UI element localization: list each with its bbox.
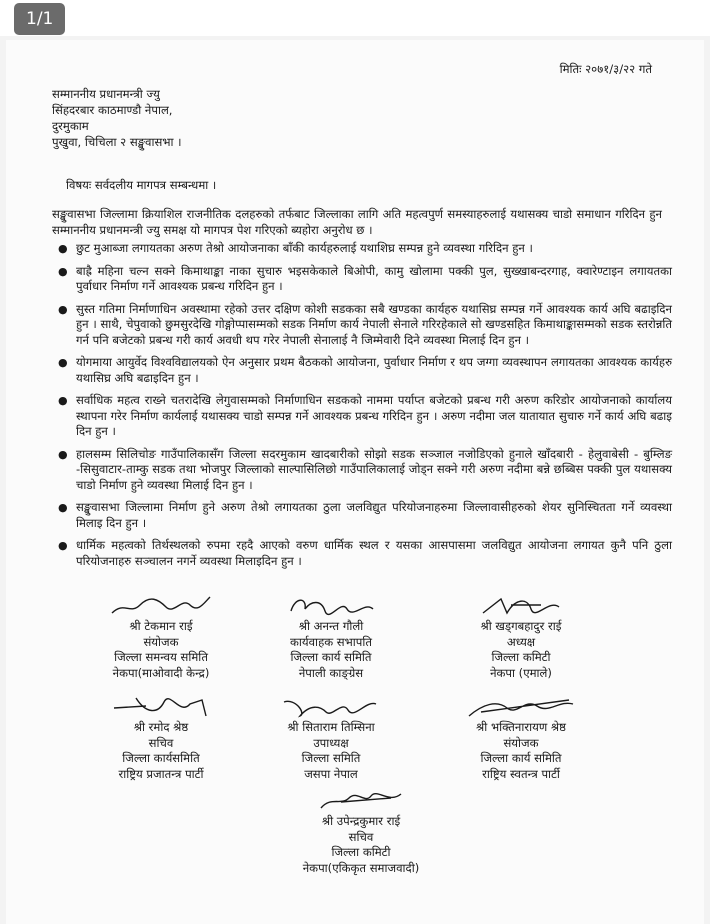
- signatory-name: श्री खड्गबहादुर राई: [480, 619, 562, 633]
- signatory-name: श्री भक्तिनारायण श्रेष्ठ: [476, 720, 566, 734]
- demand-text: छुट मुआब्जा लगायतका अरुण तेश्रो आयोजनाका बाँकी कार्यहरुलाई यथाशिघ्र सम्पन्न हुने व्यवस्था गरिदिन हुन ।: [76, 241, 533, 255]
- signatory-name: श्री सिताराम तिम्सिना: [287, 720, 375, 734]
- signatory-committee: जिल्ला कार्य समिति: [290, 650, 372, 664]
- demand-text: बाह्रै महिना चल्न सक्ने किमाथाङ्का नाका सुचारु भइसकेकाले बिओपी, कामु खोलामा पक्की पुल, सुख्खाबन्दरगाह, क्वारेण्टाइन लगायतका पुर्वाधार निर्माण गर्ने आवश्यक प्रबन्ध गरिदिन हुन ।: [76, 263, 672, 293]
- signatory-post: कार्यवाहक सभापति: [289, 634, 372, 649]
- bullet-icon: ●: [58, 447, 68, 461]
- demand-text: सङ्खुवासभा जिल्लामा निर्माण हुने अरुण तेश्रो लगायतका ठुला जलविद्युत परियोजनाहरुमा जिल्लावासीहरुको शेयर सुनिस्चितता गर्ने व्यवस्था मिलाइ दिन हुन ।: [76, 500, 672, 530]
- signatory-committee: जिल्ला कमिटी: [491, 650, 551, 664]
- signatory-name: श्री टेकमान राई: [129, 619, 193, 633]
- demand-item: [52, 264, 672, 295]
- signatory-block: [246, 694, 416, 782]
- letter-page: [6, 40, 704, 924]
- signatory-block: [436, 593, 606, 681]
- demand-item: [52, 447, 672, 494]
- bullet-icon: ●: [58, 394, 68, 407]
- signatory-name: श्री अनन्त गौली: [298, 619, 364, 633]
- address-line: सम्माननीय प्रधानमन्त्री ज्यु: [52, 87, 160, 101]
- demand-item: [52, 538, 672, 569]
- signatory-block: [436, 694, 606, 782]
- signatory-block: [246, 593, 416, 681]
- bullet-icon: ●: [58, 264, 68, 278]
- demand-text: सर्वाधिक महत्व राख्ने चतरादेखि लेगुवासम्मको निर्माणाधिन सडकको नाममा पर्याप्त बजेटको प्रबन्ध गरी अरुण करिडोर आयोजनाको कार्यालय स्थापना गरेर निर्माण कार्यलाई यथासक्य चाडो सम्पन्न गर्ने आवश्यक प्रबन्ध गरिदिन हुन । अरुण नदीमा जल यातायात सुचारु गर्ने कार्य अघि बढाइ दिन हुन ।: [76, 393, 672, 438]
- signatory-party: नेकपा (एमाले): [490, 665, 552, 680]
- address-line: दुरमुकाम: [52, 119, 89, 133]
- bullet-icon: ●: [58, 356, 68, 369]
- demand-item: [52, 355, 672, 386]
- signatory-committee: जिल्ला समन्वय समिति: [114, 650, 208, 664]
- demand-item: [52, 393, 672, 440]
- viewer-toolbar: [0, 0, 710, 36]
- recipient-address: [52, 86, 412, 150]
- letter-date: मितिः २०७१/३/२२ गते: [559, 62, 652, 76]
- signatory-committee: जिल्ला कार्यसमिति: [122, 751, 200, 765]
- signatory-party: नेपाली काङ्ग्रेस: [298, 665, 364, 680]
- signature-icon: [76, 694, 246, 720]
- signature-icon: [76, 593, 246, 619]
- signatory-post: संयोजक: [143, 634, 179, 649]
- signature-icon: [276, 788, 446, 814]
- signatory-committee: जिल्ला समिति: [301, 751, 361, 765]
- signature-icon: [246, 694, 416, 720]
- demand-item: [52, 241, 672, 257]
- bullet-icon: ●: [58, 539, 68, 552]
- demand-text: हालसम्म सिलिचोङ गाउँपालिकासँग जिल्ला सदरमुकाम खादबारीको सोझो सडक सञ्जाल नजोडिएको हुनाले खाँदबारी - हेलुवाबेसी - बुम्लिङ -सिसुवाटार-ताम्कु सडक तथा भोजपुर जिल्लाको साल्पासिलिछो गाउँपालिकालाई जोड्न सक्ने गरी अरुण नदीमा बन्ने छब्बिस पक्की पुल यथासक्य चाडो निर्माण हुने व्यवस्था मिलाई दिन हुन ।: [76, 446, 672, 492]
- letter-subject: विषयः सर्वदलीय मागपत्र सम्बन्धमा ।: [66, 178, 217, 192]
- signatory-committee: जिल्ला कार्य समिति: [480, 751, 562, 765]
- demand-item: [52, 302, 672, 349]
- bullet-icon: ●: [58, 501, 68, 514]
- signatory-post: अध्यक्ष: [506, 634, 536, 649]
- signatory-block: [76, 593, 246, 681]
- signature-icon: [436, 593, 606, 619]
- signatory-block: [76, 694, 246, 782]
- signatory-post: सचिव: [348, 829, 374, 844]
- signatory-post: संयोजक: [503, 735, 539, 750]
- bullet-icon: ●: [58, 302, 68, 316]
- signatory-block: [276, 788, 446, 876]
- signatory-party: राष्ट्रिय प्रजातन्त्र पार्टी: [118, 766, 204, 781]
- address-line: सिंहदरबार काठमाण्डौ नेपाल,: [52, 103, 173, 117]
- demand-text: सुस्त गतिमा निर्माणाधिन अवस्थामा रहेको उत्तर दक्षिण कोशी सडकका सबै खण्डका कार्यहरु यथासिघ्र सम्पन्न गर्ने आवश्यक कार्य अघि बढाइदिन हुन । साथै, चेपुवाको छुमसुरदेखि गोङ्गोप्पासम्मको सडक निर्माण कार्य नेपाली सेनाले गरिरहेकाले सो खण्डसहित किमाथाङ्कासम्मको सडक स्तरोन्नति गर्न पनि बजेटको प्रबन्ध गरी कार्य अवधी थप गरेर नेपाली सेनालाई नै जिम्मेवारी दिने व्यवस्था मिलाई दिन हुन ।: [76, 301, 672, 347]
- signatory-party: नेकपा(माओवादी केन्द्र): [112, 665, 210, 680]
- demand-text: धार्मिक महत्वको तिर्थस्थलको रुपमा रहदै आएको वरुण धार्मिक स्थल र यसका आसपासमा जलविद्युत आयोजना लगायत कुनै पनि ठुला परियोजनाहरु सञ्चालन नगर्ने व्यवस्था मिलाइदिन हुन ।: [76, 538, 672, 568]
- demand-list: [52, 241, 672, 576]
- signatory-name: श्री रमोद श्रेष्ठ: [133, 720, 189, 734]
- page-counter: 1/1: [14, 3, 65, 35]
- signatory-committee: जिल्ला कमिटी: [331, 845, 391, 859]
- demand-text: योगमाया आयुर्वेद विश्वविद्यालयको ऐन अनुसार प्रथम बैठकको आयोजना, पुर्वाधार निर्माण र थप जग्गा व्यवस्थापन लगायतका आवश्यक कार्यहरु यथासिघ्र अघि बढाइदिन हुन ।: [76, 355, 672, 385]
- demand-item: [52, 500, 672, 531]
- signatory-party: नेकपा(एकिकृत समाजवादी): [302, 860, 420, 875]
- address-line: पुखुवा, चिचिला २ सङ्खुवासभा ।: [52, 135, 182, 149]
- signatory-post: सचिव: [148, 735, 174, 750]
- signatory-party: राष्ट्रिय स्वतन्त्र पार्टी: [482, 766, 560, 781]
- letter-intro: सङ्खुवासभा जिल्लामा क्रियाशिल राजनीतिक दलहरुको तर्फबाट जिल्लाका लागि अति महत्वपुर्ण समस्याहरुलाई यथासक्य चाडो समाधान गरिदिन हुन सम्माननीय प्रधानमन्त्री ज्यु समक्ष यो मागपत्र पेश गरिएको ब्यहोरा अनुरोध छ ।: [52, 207, 662, 237]
- signatory-post: उपाध्यक्ष: [313, 735, 349, 750]
- signature-icon: [436, 694, 606, 720]
- signatory-name: श्री उपेन्द्रकुमार राई: [321, 814, 401, 828]
- signature-icon: [246, 593, 416, 619]
- signatory-party: जसपा नेपाल: [304, 766, 358, 781]
- bullet-icon: ●: [58, 242, 68, 255]
